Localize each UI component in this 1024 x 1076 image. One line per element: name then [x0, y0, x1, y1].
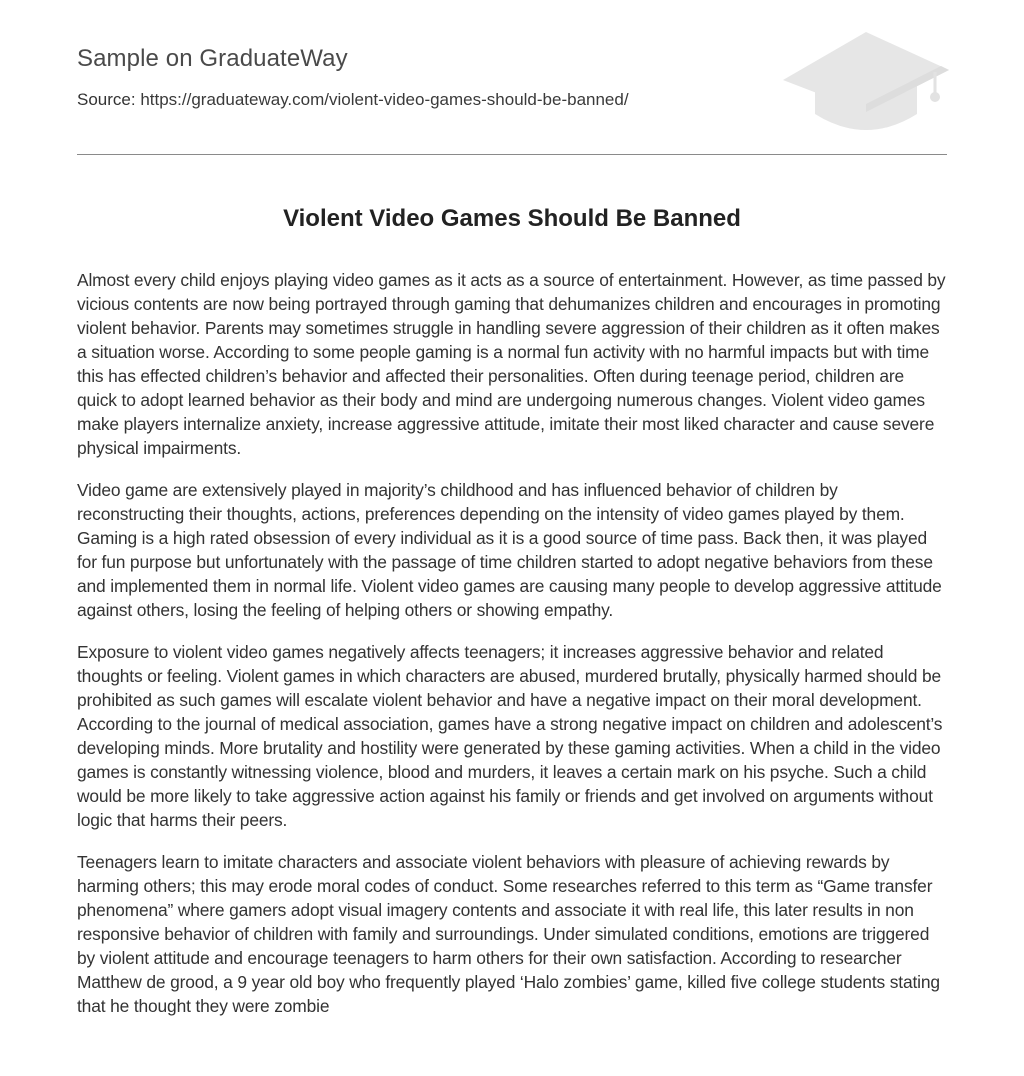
- header-divider: [77, 154, 947, 155]
- graduation-cap-icon: [781, 28, 951, 134]
- cap-board: [783, 32, 949, 112]
- cap-tassel-end: [930, 92, 940, 102]
- document-body: [77, 268, 947, 1036]
- graduation-cap-icon-svg: [781, 28, 951, 134]
- paragraph: Almost every child enjoys playing video games as it acts as a source of entertainment. However, as time passed by vicious contents are now being portrayed through gaming that dehumanizes children and encourages in promoting violent behavior. Parents may sometimes struggle in handling severe aggression of their children as it often makes a situation worse. According to some people gaming is a normal fun activity with no harmful impacts but with time this has effected children’s behavior and affected their personalities. Often during teenage period, children are quick to adopt learned behavior as their body and mind are undergoing numerous changes. Violent video games make players internalize anxiety, increase aggressive attitude, imitate their most liked character and cause severe physical impairments.: [77, 270, 946, 458]
- site-title: Sample on GraduateWay: [77, 45, 348, 72]
- paragraph: Exposure to violent video games negatively affects teenagers; it increases aggressive behavior and related thoughts or feeling. Violent games in which characters are abused, murdered brutally, physically harmed should be prohibited as such games will escalate violent behavior and have a negative impact on their moral development. According to the journal of medical association, games have a strong negative impact on children and adolescent’s developing minds. More brutality and hostility were generated by these gaming activities. When a child in the video games is constantly witnessing violence, blood and murders, it leaves a certain mark on his psyche. Such a child would be more likely to take aggressive action against his family or friends and get involved on arguments without logic that harms their peers.: [77, 642, 943, 830]
- source-line: [77, 90, 629, 110]
- source-link[interactable]: https://graduateway.com/violent-video-games-should-be-banned/: [140, 90, 629, 109]
- paragraph: Video game are extensively played in majority’s childhood and has influenced behavior of children by reconstructing their thoughts, actions, preferences depending on the intensity of video games played by them. Gaming is a high rated obsession of every individual as it is a good source of time pass. Back then, it was played for fun purpose but unfortunately with the passage of time children started to adopt negative behaviors from these and implemented them in normal life. Violent video games are causing many people to develop aggressive attitude against others, losing the feeling of helping others or showing empathy.: [77, 480, 942, 620]
- source-label: Source:: [77, 90, 136, 109]
- document-title: Violent Video Games Should Be Banned: [283, 205, 741, 232]
- paragraph: Teenagers learn to imitate characters and associate violent behaviors with pleasure of achieving rewards by harming others; this may erode moral codes of conduct. Some researches referred to this term as “Game transfer phenomena” where gamers adopt visual imagery contents and associate it with real life, this later results in non responsive behavior of children with family and surroundings. Under simulated conditions, emotions are triggered by violent attitude and encourage teenagers to harm others for their own satisfaction. According to researcher Matthew de grood, a 9 year old boy who frequently played ‘Halo zombies’ game, killed five college students stating that he thought they were zombie: [77, 852, 940, 1016]
